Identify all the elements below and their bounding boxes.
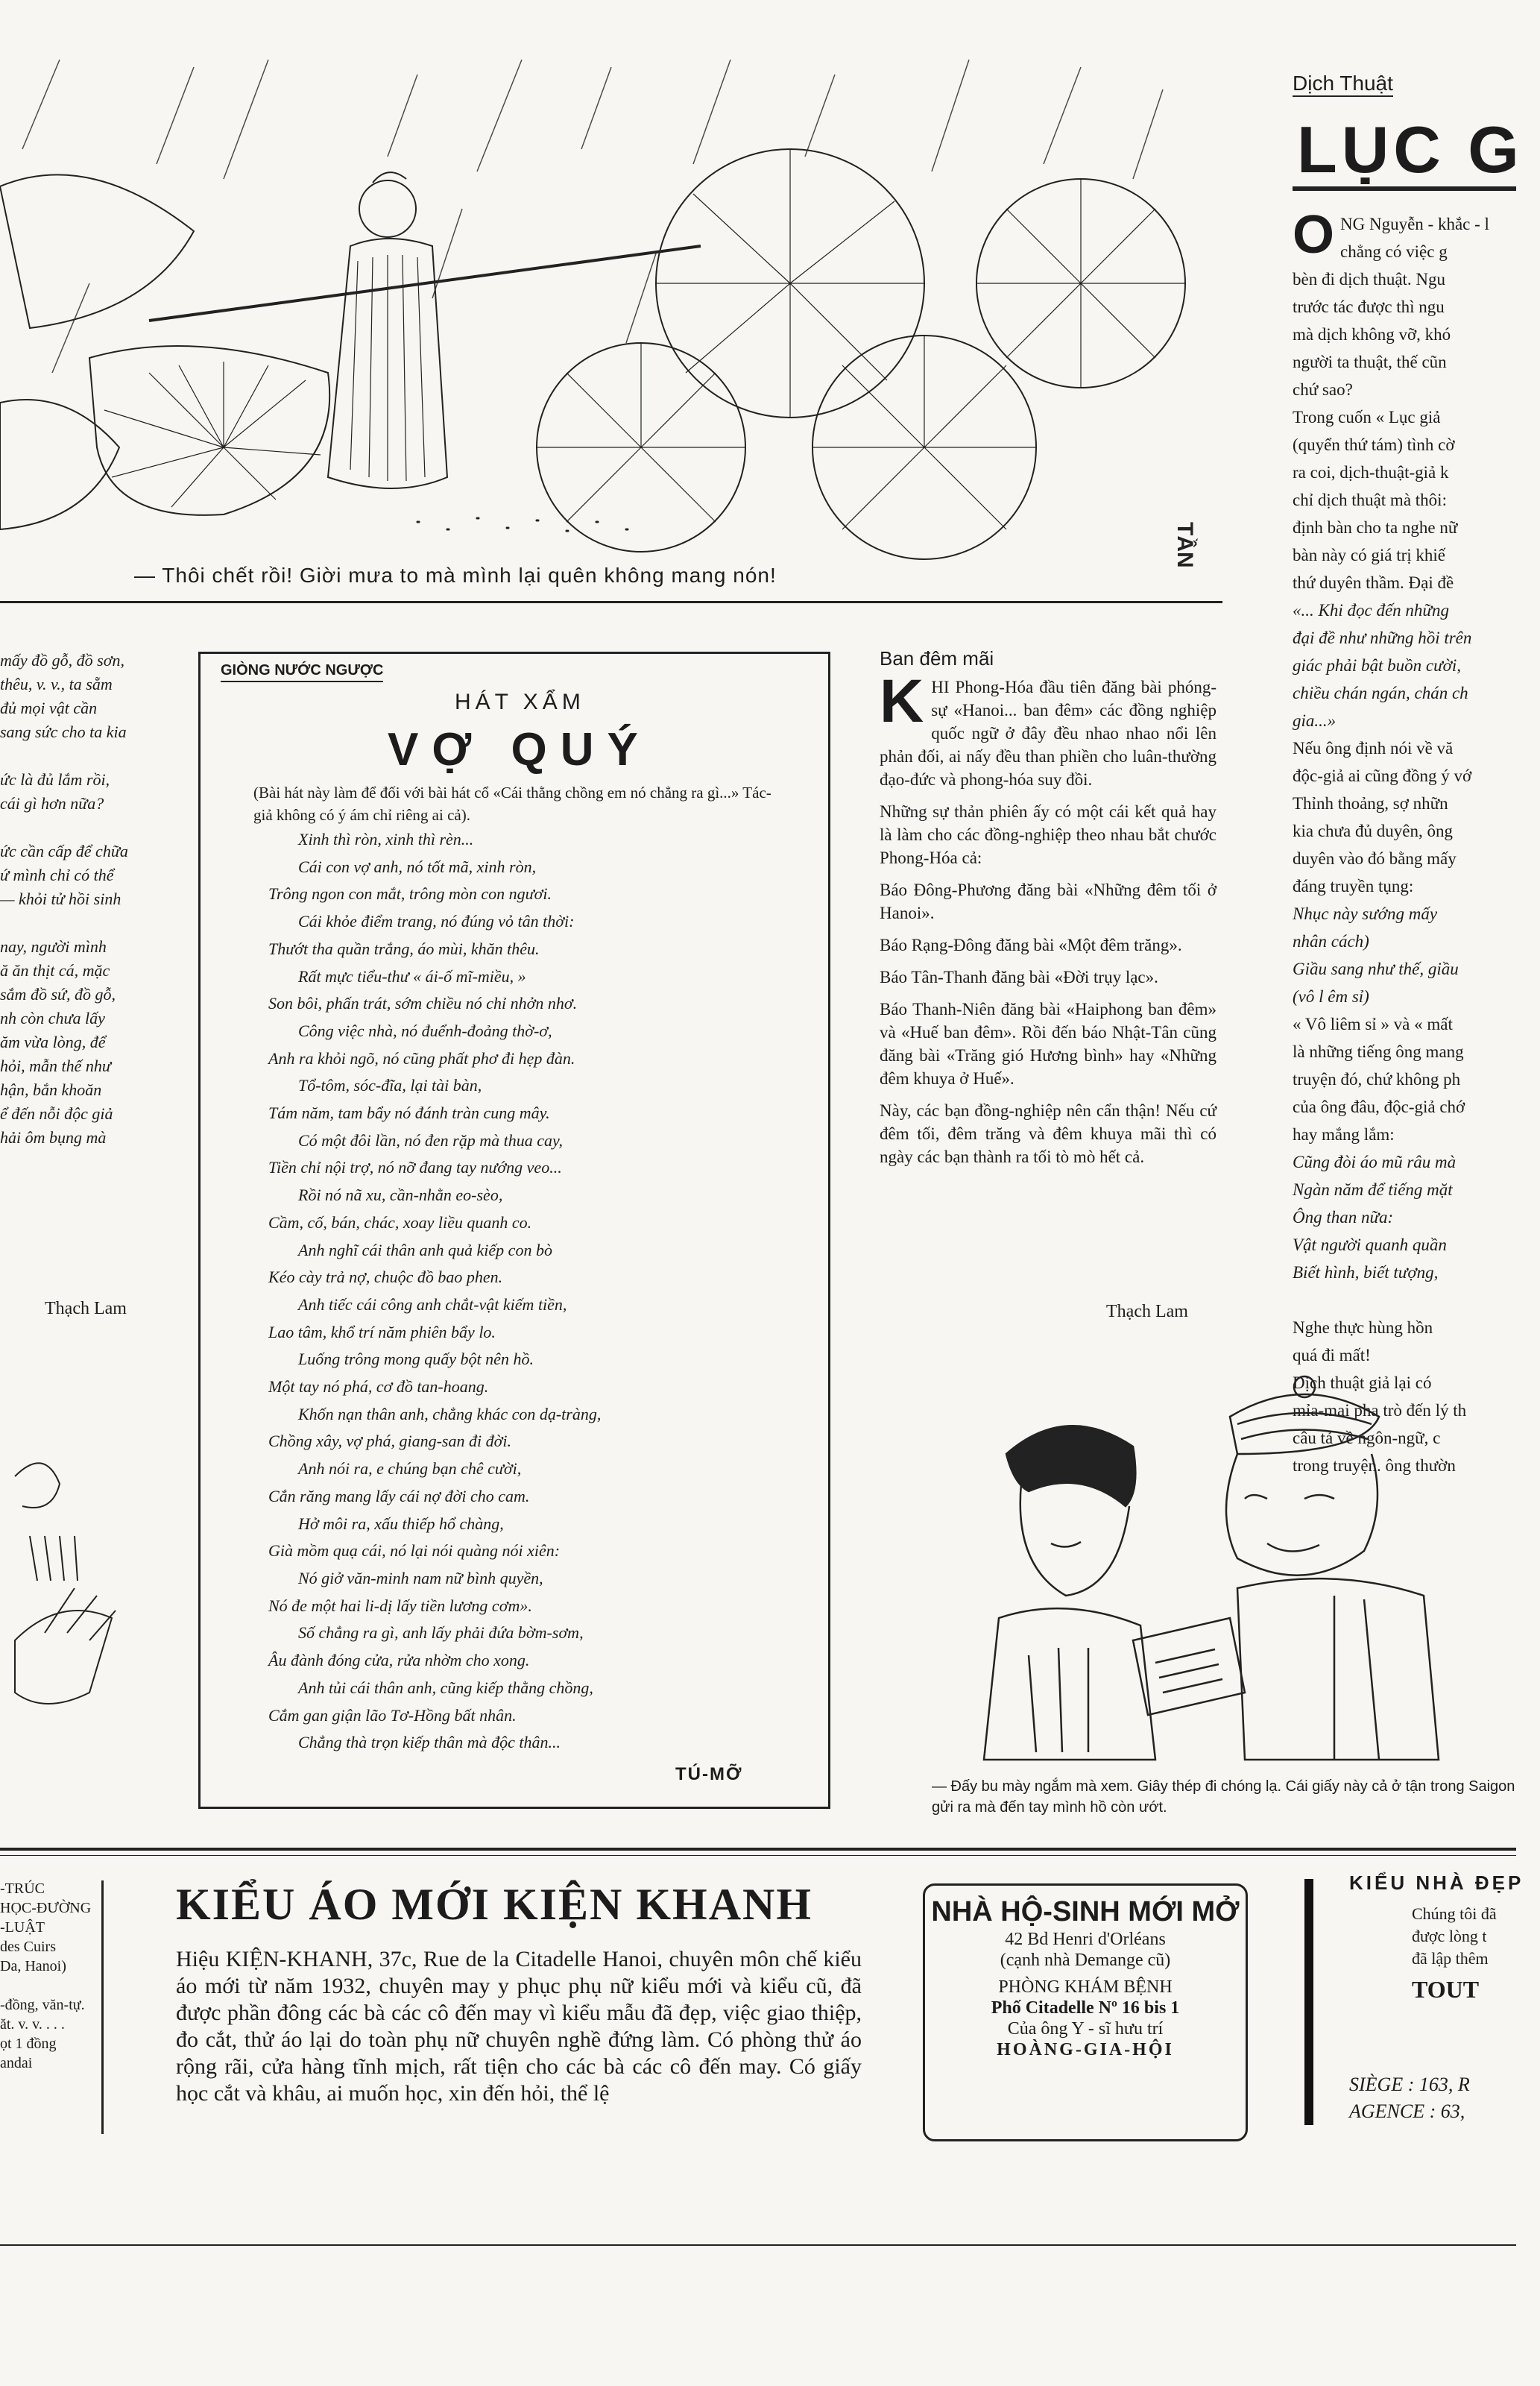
poem-line: Chồng xây, vợ phá, giang-san đi đời. (268, 1432, 511, 1451)
poem-line: Rất mực tiểu-thư « ái-ố mĩ-miều, » (298, 966, 526, 986)
poem-line: Hở môi ra, xấu thiếp hổ chàng, (298, 1514, 504, 1533)
clinic-street: Phố Citadelle Nº 16 bis 1 (991, 1998, 1180, 2018)
poem-line: Thướt tha quần trắng, áo mùi, khăn thêu. (268, 939, 540, 958)
clinic-label: PHÒNG KHÁM BỆNH (998, 1977, 1173, 1997)
left-column-line: cái gì hơn nữa? (0, 794, 104, 813)
left-column-line: ă ăn thịt cá, mặc (0, 961, 110, 980)
poem-line: Rồi nó nã xu, cần-nhằn eo-sèo, (298, 1186, 503, 1205)
middle-article-paragraph-text: Những sự thản phiên ấy có một cái kết quả hay là làm cho các đồng-nghiệp theo nhau bắt chước Phong-Hóa cả: (880, 802, 1216, 867)
poem-line: Có một đôi lần, nó đen rặp mà thua cay, (298, 1130, 564, 1150)
right-column-line: truyện đó, chứ không ph (1293, 1070, 1461, 1089)
right-column-line: câu tả về ngôn-ngữ, c (1293, 1429, 1441, 1447)
right-ad-siege: SIÈGE : 163, R (1349, 2074, 1470, 2095)
poem-line: Anh nói ra, e chúng bạn chê cười, (298, 1459, 522, 1479)
right-column-line: là những tiếng ông mang (1293, 1042, 1464, 1061)
right-column-line: Nếu ông định nói về vă (1293, 739, 1454, 758)
right-column-line: bàn này có giá trị khiế (1293, 546, 1446, 564)
poem-line: Nó đe một hai li-dị lấy tiền lương cơm». (268, 1596, 532, 1615)
left-column-line: nh còn chưa lấy (0, 1009, 105, 1027)
poem-line: Già mồm quạ cái, nó lại nói quàng nói xiên: (268, 1541, 561, 1561)
right-column-line: (quyển thứ tám) tình cờ (1293, 435, 1455, 454)
right-column-line: Dịch thuật giả lại có (1293, 1373, 1432, 1392)
right-column-line: của ông đâu, độc-giả chớ (1293, 1098, 1465, 1116)
right-ad-line: Chúng tôi đã (1412, 1904, 1497, 1923)
left-column-line: ể đến nỗi độc giả (0, 1104, 113, 1123)
poem-note: (Bài hát này làm để đối với bài hát cổ «Cái thằng chồng em nó chẳng ra gì...» Tác-giả không có ý ám chỉ riêng ai cả). (253, 784, 771, 824)
rain-umbrella-illustration (0, 60, 1222, 568)
poem-section-label: GIÒNG NƯỚC NGƯỢC (221, 662, 383, 682)
poem-line: Anh ra khỏi ngõ, nó cũng phất phơ đi hẹp đàn. (268, 1048, 575, 1068)
poem-line: Cắn răng mang lấy cái nợ đời cho cam. (268, 1486, 530, 1505)
middle-article-paragraph-text: Báo Đông-Phương đăng bài «Những đêm tối ở Hanoi». (880, 881, 1216, 922)
right-column-line: Cũng đòi áo mũ râu mà (1293, 1153, 1457, 1171)
right-column-line: đại đề như những hồi trên (1293, 629, 1472, 647)
middle-article-body (880, 667, 1216, 1177)
poem-line: Công việc nhà, nó đuểnh-đoảng thờ-ơ, (298, 1021, 552, 1040)
poem-line: Chẳng thà trọn kiếp thân mà độc thân... (298, 1733, 561, 1752)
right-column-line: kia chưa đủ duyên, ông (1293, 822, 1453, 840)
right-column-line: trong truyện. ông thườn (1293, 1456, 1456, 1475)
right-column-line: Vật người quanh quần (1293, 1236, 1447, 1254)
middle-article-paragraph (880, 800, 1216, 869)
poem-title: VỢ QUÝ (388, 724, 651, 775)
left-ad-line: -TRÚC (0, 1880, 45, 1897)
middle-article-dropcap: K (880, 667, 924, 735)
poem-line: Cầm, cố, bán, chác, xoay liều quanh co. (268, 1212, 532, 1232)
poem-line: Số chẳng ra gì, anh lấy phải đứa bờm-sơm, (298, 1623, 584, 1643)
poem-lines (268, 826, 805, 1757)
right-column-line: NG Nguyễn - khắc - l (1340, 215, 1489, 233)
middle-article-paragraph (880, 1099, 1216, 1168)
hand-drawing (0, 1447, 149, 1760)
two-people-illustration (917, 1372, 1513, 1790)
poem-line: Cái con vợ anh, nó tốt mã, xinh ròn, (298, 857, 537, 876)
left-column-line: đủ mọi vật cần (0, 699, 98, 717)
right-column-body (1293, 205, 1516, 1475)
right-column-line: Nghe thực hùng hồn (1293, 1318, 1433, 1337)
middle-article-paragraph-text: Này, các bạn đồng-nghiệp nên cẩn thận! Nếu cứ đêm tối, đêm trăng và đêm khuya mãi thì có ngày các bạn thành ra tối tò mò hết cả. (880, 1101, 1216, 1166)
right-column-line: nhân cách) (1293, 932, 1369, 951)
carrying-pole (149, 246, 701, 321)
right-column-line: người ta thuật, thế cũn (1293, 353, 1447, 371)
poem-line: Cắm gan giận lão Tơ-Hồng bất nhân. (268, 1705, 517, 1725)
man-turban (1230, 1394, 1379, 1454)
right-column-line: chứ sao? (1293, 380, 1353, 399)
woman-hair (1006, 1426, 1135, 1506)
right-ad-agence: AGENCE : 63, (1349, 2100, 1465, 2122)
left-column-line: — khỏi tử hồi sinh (0, 890, 122, 908)
poem-line: Anh nghĩ cái thân anh quả kiếp con bò (298, 1240, 552, 1259)
right-column-line: thứ duyên thầm. Đại đề (1293, 573, 1454, 592)
clinic-address: 42 Bd Henri d'Orléans (1005, 1930, 1166, 1949)
right-column-line: mỉa-mai pha trò đến lý th (1293, 1401, 1467, 1420)
poem-line: Luống trông mong quấy bột nên hồ. (298, 1350, 534, 1369)
poem-line: Tám năm, tam bẩy nó đánh tràn cung mây. (268, 1104, 550, 1123)
clinic-title: NHÀ HỘ-SINH MỚI MỞ (931, 1896, 1240, 1927)
right-column-line: gia...» (1293, 711, 1337, 730)
left-column-line: hận, bắn khoăn (0, 1080, 102, 1099)
kien-khanh-ad-text: Hiệu KIỆN-KHANH, 37c, Rue de la Citadelle Hanoi, chuyên môn chế kiểu áo mới từ năm 1932, chuyên may y phục phụ nữ kiểu mới và kiểu cũ, đã được phần đông các bà các cô đến may vì kiểu mẫu đã đẹp, việc giao thiệp, đo cắt, thử áo lại do toàn phụ nữ chuyên nghề đứng làm. Có phòng thử áo rộng rãi, cửa hàng tĩnh mịch, rất tiện cho các bà các cô đến may. Có giấy học cắt và khâu, ai muốn học, xin đến hỏi, thể lệ (176, 1947, 862, 2106)
middle-article-paragraph-text: Báo Thanh-Niên đăng bài «Haiphong ban đêm» và «Huế ban đêm». Rồi đến báo Nhật-Tân cũng đăng bài «Trăng gió Hương bình» hay «Những đêm khuya ở Huế». (880, 1000, 1216, 1088)
right-column-line: Ngàn năm để tiếng mặt (1293, 1180, 1453, 1199)
left-column-line (0, 911, 153, 935)
poem-line: Khốn nạn thân anh, chẳng khác con dạ-tràng, (298, 1404, 602, 1423)
right-column-line: « Vô liêm sỉ » và « mất (1293, 1015, 1453, 1033)
right-column-line: trước tác được thì ngu (1293, 298, 1445, 316)
right-ad-text (1412, 1903, 1497, 1970)
middle-article-paragraph (880, 667, 1216, 791)
right-column-line: Giầu sang như thế, giầu (1293, 960, 1459, 978)
right-column-line: giác phải bật buồn cười, (1293, 656, 1462, 675)
poem-subtitle: HÁT XẨM (455, 690, 585, 714)
woman-head (359, 180, 416, 237)
man-face (1226, 1454, 1378, 1576)
right-column-line: định bàn cho ta nghe nữ (1293, 518, 1458, 537)
poem-line: Nó giở văn-minh nam nữ bình quyền, (298, 1568, 543, 1587)
poem-line: Tổ-tôm, sóc-đĩa, lại tài bàn, (298, 1076, 482, 1095)
left-column-line: sắm đồ sứ, đồ gỗ, (0, 985, 116, 1004)
right-column-line: (vô l êm sỉ) (1293, 987, 1369, 1006)
right-column-label: Dịch Thuật (1293, 72, 1393, 97)
middle-article-heading: Ban đêm mãi (880, 647, 994, 670)
left-column-text (0, 649, 153, 1150)
middle-article-paragraph-text: Báo Rạng-Đông đăng bài «Một đêm trăng». (880, 936, 1182, 954)
middle-article-paragraph (880, 966, 1216, 989)
left-column-line: ăm vừa lòng, để (0, 1033, 106, 1051)
left-column-line (0, 816, 153, 840)
left-ad-line: HỌC-ĐƯỜNG (0, 1900, 92, 1916)
left-column-line: hỏi, mẫn thế như (0, 1057, 111, 1075)
right-column-line: Ông than nữa: (1293, 1208, 1394, 1227)
right-column-line: «... Khi đọc đến những (1293, 601, 1449, 620)
left-column-line: thêu, v. v., ta sẵm (0, 675, 113, 693)
right-column-line: bèn đi dịch thuật. Ngu (1293, 270, 1446, 289)
middle-article-paragraph (880, 934, 1216, 957)
left-ad-line: -LUẬT (0, 1919, 45, 1936)
right-column-line: hay mắng lắm: (1293, 1125, 1395, 1144)
left-advertisement (0, 1879, 97, 2073)
right-column-line: Nhục này sướng mấy (1293, 904, 1438, 923)
right-column-line: chiều chán ngán, chán ch (1293, 684, 1468, 702)
divider-ads (0, 1848, 1516, 1851)
middle-article-paragraph-text: Báo Tân-Thanh đăng bài «Đời trụy lạc». (880, 968, 1158, 986)
poem-line: Son bôi, phấn trát, sớm chiều nó chỉ nhởn nhơ. (268, 994, 578, 1013)
leaf-left-1 (0, 174, 194, 328)
woman-face (1020, 1484, 1129, 1596)
poem-line: Trông ngon con mắt, trông mòn con ngươi. (268, 884, 552, 904)
right-column-line: đáng truyền tụng: (1293, 877, 1414, 895)
left-column-line: ức là đủ lắm rồi, (0, 770, 110, 789)
poem-line: Cái khỏe điểm trang, nó đúng vỏ tân thời: (298, 912, 575, 931)
poem-line: Anh tiếc cái công anh chắt-vật kiếm tiền, (298, 1294, 567, 1314)
right-column-line: Thỉnh thoảng, sợ nhữn (1293, 794, 1448, 813)
poem-author: TÚ-MỠ (675, 1764, 743, 1784)
ground-dots (417, 518, 628, 531)
left-ad-line: ăt. v. v. . . . (0, 2016, 65, 2033)
poem-line: Xinh thì ròn, xinh thì rèn... (298, 830, 474, 849)
left-ad-border (101, 1880, 104, 2134)
poem-line: Một tay nó phá, cơ đồ tan-hoang. (268, 1377, 489, 1397)
poem-line: Anh tủi cái thân anh, cũng kiếp thằng chồng, (298, 1678, 593, 1697)
middle-article-signature: Thạch Lam (1106, 1302, 1188, 1321)
left-ad-line: andai (0, 2055, 33, 2071)
right-ad-tout: TOUT (1412, 1976, 1480, 2003)
clinic-owner: Của ông Y - sĩ hưu trí (1007, 2019, 1164, 2039)
right-ad-address (1349, 2071, 1470, 2125)
left-ad-line: ọt 1 đồng (0, 2036, 57, 2052)
divider-ads-2 (0, 1855, 1516, 1856)
left-column-line: ức cần cấp để chữa (0, 842, 128, 860)
divider-bottom (0, 2244, 1516, 2246)
poem-line: Tiền chỉ nội trợ, nó nỡ đang tay nướng veo... (268, 1158, 562, 1177)
left-ad-line: des Cuirs (0, 1939, 56, 1955)
divider-top (0, 601, 1222, 603)
right-column-line: chỉ dịch thuật mà thôi: (1293, 491, 1447, 509)
right-column-line: chẳng có việc g (1340, 242, 1448, 261)
clinic-near: (cạnh nhà Demange cũ) (1000, 1951, 1171, 1970)
right-column-title: LỤC G (1297, 113, 1524, 186)
clinic-doctor: HOÀNG-GIA-HỘI (997, 2040, 1174, 2059)
right-column-dropcap: O (1293, 205, 1335, 265)
poem-line: Kéo cày trả nợ, chuộc đồ bao phen. (268, 1268, 503, 1287)
right-ad-line: đã lập thêm (1412, 1949, 1489, 1968)
left-ad-line: -đồng, văn-tự. (0, 1997, 85, 2013)
left-ad-line (0, 1976, 97, 1995)
poem-line: Âu đành đóng cửa, rửa nhờm cho xong. (268, 1651, 530, 1670)
right-column-line: duyên vào đó bằng mấy (1293, 849, 1457, 868)
left-column-line: mấy đồ gỗ, đồ sơn, (0, 651, 124, 670)
right-column-line: mà dịch không vỡ, khó (1293, 325, 1451, 344)
kien-khanh-ad-title: KIỂU ÁO MỚI KIỆN KHANH (176, 1880, 813, 1929)
right-column-line: quá đi mất! (1293, 1346, 1371, 1364)
left-ad-line: Da, Hanoi) (0, 1958, 66, 1974)
bottom-illustration-caption: — Đấy bu mày ngắm mà xem. Giây thép đi chóng lạ. Cái giấy này cả ở tận trong Saigon gửi ra mà đến tay mình hồ còn ướt. (932, 1778, 1515, 1816)
right-ad-bar (1304, 1879, 1313, 2125)
left-column-line: hải ôm bụng mà (0, 1128, 107, 1147)
left-column-signature: Thạch Lam (45, 1299, 127, 1318)
middle-article-paragraph (880, 998, 1216, 1090)
rain-lines (22, 60, 1163, 373)
top-illustration-caption: — Thôi chết rồi! Giời mưa to mà mình lại quên không mang nón! (134, 564, 777, 587)
poem-line: Lao tâm, khổ trí năm phiên bẩy lo. (268, 1322, 496, 1341)
right-column-line: độc-giả ai cũng đồng ý vớ (1293, 767, 1472, 785)
right-ad-line: được lòng t (1412, 1927, 1487, 1945)
left-column-line: nay, người mình (0, 937, 107, 956)
left-column-line: ứ mình chỉ có thể (0, 866, 114, 884)
artist-signature: TẦN (1173, 522, 1197, 568)
right-column-line (1293, 1288, 1516, 1312)
leaf-left-2 (89, 346, 329, 515)
right-column-line: Biết hình, biết tượng, (1293, 1263, 1439, 1282)
right-ad-title: KIỂU NHÀ ĐẸP (1349, 1872, 1524, 1894)
right-column-line: ra coi, dịch-thuật-giả k (1293, 463, 1449, 482)
maternity-clinic-ad (923, 1883, 1248, 2141)
left-column-line (0, 744, 153, 768)
middle-article-paragraph-text: HI Phong-Hóa đầu tiên đăng bài phóng-sự «Hanoi... ban đêm» các đồng nghiệp quốc ngữ ở đây đều nhao nhao nổi lên phản đối, ai nấy đều than phiền cho luân-thường đạo-đức và phong-hóa suy đồi. (880, 678, 1216, 789)
left-column-line: sang sức cho ta kia (0, 723, 127, 741)
middle-article-paragraph (880, 878, 1216, 925)
right-column-line: Trong cuốn « Lục giả (1293, 408, 1441, 426)
telegram-paper (1133, 1618, 1245, 1715)
